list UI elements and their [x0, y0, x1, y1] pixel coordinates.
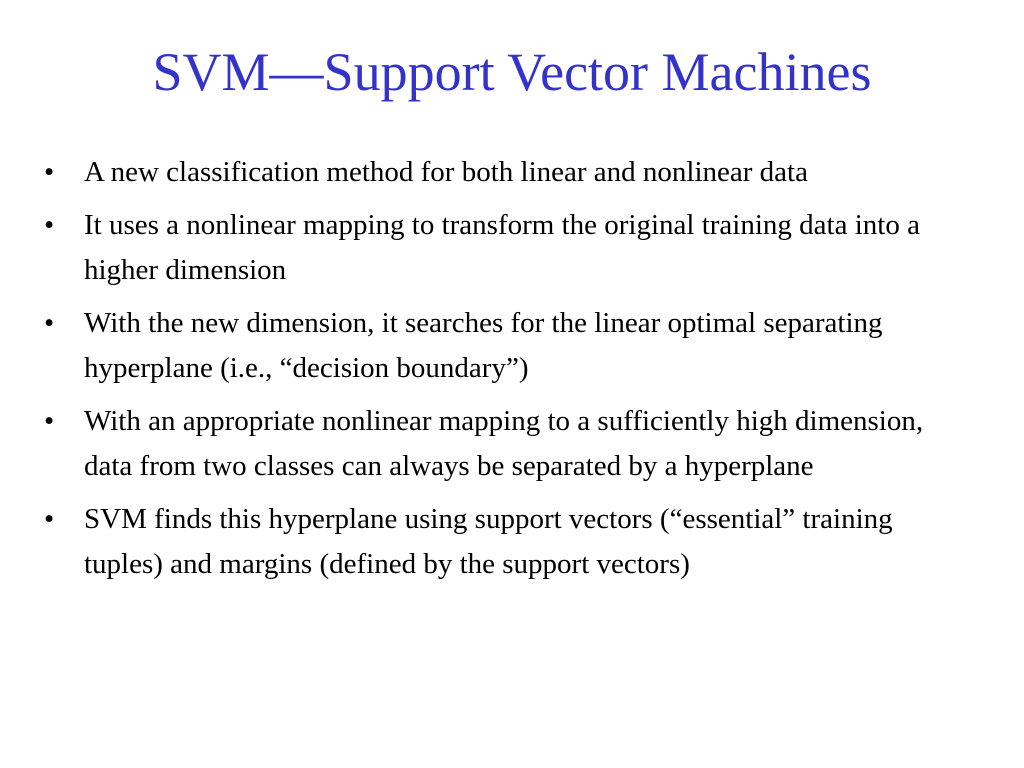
bullet-icon: •	[44, 503, 55, 535]
bullet-icon: •	[44, 405, 55, 437]
bullet-text: SVM finds this hyperplane using support vectors (“essential” training tuples) and margins (defined by the support vectors)	[84, 503, 893, 580]
bullet-icon: •	[44, 156, 55, 188]
bullet-icon: •	[44, 307, 55, 339]
bullet-text: With the new dimension, it searches for the linear optimal separating hyperplane (i.e., “decision boundary”)	[84, 307, 883, 384]
bullet-item	[44, 399, 974, 489]
bullet-text: With an appropriate nonlinear mapping to a sufficiently high dimension, data from two classes can always be separated by a hyperplane	[84, 405, 924, 482]
bullet-item	[44, 203, 974, 293]
bullet-item	[44, 301, 974, 391]
bullet-text: A new classification method for both linear and nonlinear data	[84, 156, 808, 188]
bullet-item	[44, 150, 974, 195]
bullet-text: It uses a nonlinear mapping to transform the original training data into a higher dimension	[84, 209, 920, 286]
slide-title: SVM—Support Vector Machines	[152, 42, 872, 102]
bullet-item	[44, 497, 974, 587]
bullet-icon: •	[44, 209, 55, 241]
bullet-list	[44, 150, 974, 595]
